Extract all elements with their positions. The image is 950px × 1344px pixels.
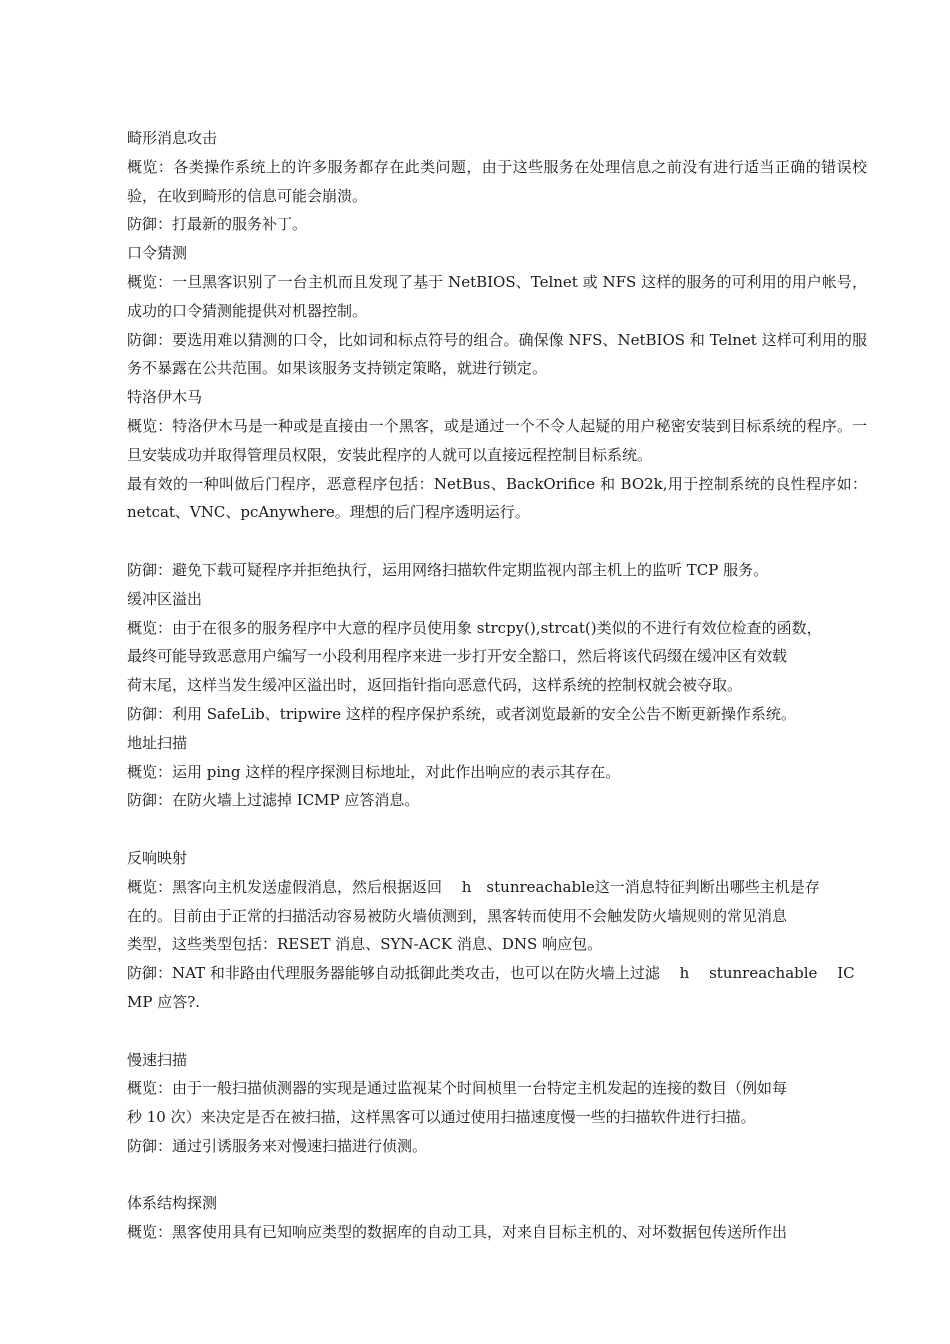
- section-title-password: 口令猜测: [127, 244, 188, 263]
- section-title-trojan: 特洛伊木马: [127, 388, 203, 407]
- overview-password: 概览：一旦黑客识别了一台主机而且发现了基于 NetBIOS、Telnet 或 NFS 这样的服务的可利用的用户帐号，成功的口令猜测能提供对机器控制。: [127, 272, 867, 320]
- defense-slow-scan: 防御：通过引诱服务来对慢速扫描进行侦测。: [127, 1136, 428, 1155]
- overview-reverse-mapping-line1: 概览：黑客向主机发送虚假消息，然后根据返回 h stunreachable这一消息特征判断出哪些主机是存: [127, 877, 820, 896]
- overview-reverse-mapping-line3: 类型，这些类型包括：RESET 消息、SYN-ACK 消息、DNS 响应包。: [127, 935, 603, 954]
- defense-reverse-mapping-line1: 防御：NAT 和非路由代理服务器能够自动抵御此类攻击，也可以在防火墙上过滤 h stunreachable IC: [127, 964, 855, 983]
- section-title-address-scan: 地址扫描: [127, 733, 188, 752]
- document-body: [127, 124, 867, 1247]
- blank-line: [127, 1161, 867, 1190]
- section-title-overflow: 缓冲区溢出: [127, 589, 203, 608]
- blank-line: [127, 1017, 867, 1046]
- defense-reverse-mapping-line2: MP 应答?.: [127, 992, 201, 1011]
- overview-slow-scan-line1: 概览：由于一般扫描侦测器的实现是通过监视某个时间桢里一台特定主机发起的连接的数目（例如每: [127, 1079, 788, 1098]
- overview-architecture: 概览：黑客使用具有已知响应类型的数据库的自动工具，对来自目标主机的、对坏数据包传送所作出: [127, 1223, 788, 1242]
- overview-overflow-line2: 最终可能导致恶意用户编写一小段利用程序来进一步打开安全豁口，然后将该代码缀在缓冲区有效载: [127, 647, 788, 666]
- overview-address-scan: 概览：运用 ping 这样的程序探测目标地址，对此作出响应的表示其存在。: [127, 762, 621, 781]
- overview-slow-scan-line2: 秒 10 次）来决定是否在被扫描，这样黑客可以通过使用扫描速度慢一些的扫描软件进行扫描。: [127, 1108, 756, 1127]
- defense-password: 防御：要选用难以猜测的口令，比如词和标点符号的组合。确保像 NFS、NetBIOS 和 Telnet 这样可利用的服务不暴露在公共范围。如果该服务支持锁定策略，就进行锁定。: [127, 330, 867, 378]
- blank-line: [127, 815, 867, 844]
- overview-trojan: 概览：特洛伊木马是一种或是直接由一个黑客，或是通过一个不令人起疑的用户秘密安装到目标系统的程序。一旦安装成功并取得管理员权限，安装此程序的人就可以直接远程控制目标系统。: [127, 416, 867, 464]
- defense-malformed: 防御：打最新的服务补丁。: [127, 215, 308, 234]
- overview-malformed: 概览：各类操作系统上的许多服务都存在此类问题，由于这些服务在处理信息之前没有进行适当正确的错误校验，在收到畸形的信息可能会崩溃。: [127, 157, 867, 205]
- defense-address-scan: 防御：在防火墙上过滤掉 ICMP 应答消息。: [127, 791, 420, 810]
- overview-overflow-line3: 荷末尾，这样当发生缓冲区溢出时，返回指针指向恶意代码，这样系统的控制权就会被夺取。: [127, 676, 743, 695]
- section-title-slow-scan: 慢速扫描: [127, 1050, 188, 1069]
- section-title-malformed: 畸形消息攻击: [127, 129, 218, 147]
- defense-trojan: 防御：避免下载可疑程序并拒绝执行，运用网络扫描软件定期监视内部主机上的监听 TCP 服务。: [127, 560, 769, 579]
- section-title-reverse-mapping: 反响映射: [127, 848, 188, 867]
- overview-overflow-line1: 概览：由于在很多的服务程序中大意的程序员使用象 strcpy(),strcat()类似的不进行有效位检查的函数，: [127, 618, 822, 637]
- defense-overflow: 防御：利用 SafeLib、tripwire 这样的程序保护系统，或者浏览最新的安全公告不断更新操作系统。: [127, 704, 796, 723]
- blank-line: [127, 527, 867, 556]
- section-title-architecture: 体系结构探测: [127, 1194, 218, 1213]
- backdoor-paragraph: 最有效的一种叫做后门程序，恶意程序包括：NetBus、BackOrifice 和 BO2k,用于控制系统的良性程序如：netcat、VNC、pcAnywhere。理想的后门程序透明运行。: [127, 474, 867, 522]
- overview-reverse-mapping-line2: 在的。目前由于正常的扫描活动容易被防火墙侦测到，黑客转而使用不会触发防火墙规则的常见消息: [127, 906, 788, 925]
